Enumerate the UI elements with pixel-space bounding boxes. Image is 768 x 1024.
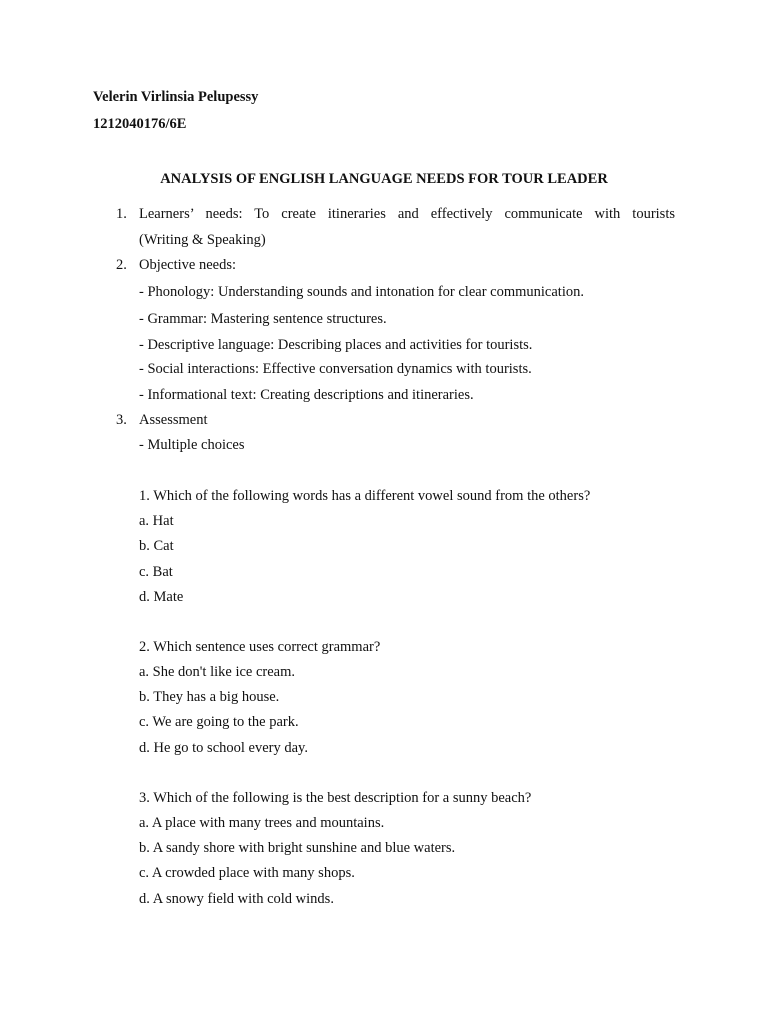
student-id: 1212040176/6E	[93, 116, 187, 132]
section-number-1: 1.	[116, 206, 127, 222]
section-number-3: 3.	[116, 412, 127, 428]
question-2-option-b: b. They has a big house.	[139, 689, 280, 705]
objective-item: - Grammar: Mastering sentence structures.	[139, 311, 387, 327]
question-3-option-c: c. A crowded place with many shops.	[139, 865, 355, 881]
learners-needs-line-2: (Writing & Speaking)	[139, 232, 266, 248]
question-2-option-d: d. He go to school every day.	[139, 740, 308, 756]
question-1-option-b: b. Cat	[139, 538, 174, 554]
objective-item: - Social interactions: Effective conversation dynamics with tourists.	[139, 361, 532, 377]
question-3-option-b: b. A sandy shore with bright sunshine and blue waters.	[139, 840, 456, 856]
objective-item: - Informational text: Creating descriptions and itineraries.	[139, 387, 474, 403]
question-3-option-d: d. A snowy field with cold winds.	[139, 891, 334, 907]
objective-item: - Descriptive language: Describing places and activities for tourists.	[139, 337, 533, 353]
question-1-option-d: d. Mate	[139, 589, 184, 605]
assessment-subheading: - Multiple choices	[139, 437, 245, 453]
assessment-heading: Assessment	[139, 412, 208, 428]
document-title: ANALYSIS OF ENGLISH LANGUAGE NEEDS FOR TOUR LEADER	[160, 171, 608, 187]
question-3-option-a: a. A place with many trees and mountains.	[139, 815, 385, 831]
question-2-option-a: a. She don't like ice cream.	[139, 664, 296, 680]
author-name: Velerin Virlinsia Pelupessy	[93, 89, 259, 105]
question-1-option-a: a. Hat	[139, 513, 174, 529]
learners-needs-line-1: Learners’ needs: To create itineraries and effectively communicate with tourists	[139, 206, 675, 222]
question-2: 2. Which sentence uses correct grammar?	[139, 639, 381, 655]
objective-item: - Phonology: Understanding sounds and intonation for clear communication.	[139, 284, 584, 300]
question-1: 1. Which of the following words has a different vowel sound from the others?	[139, 488, 591, 504]
question-3: 3. Which of the following is the best description for a sunny beach?	[139, 790, 532, 806]
question-2-option-c: c. We are going to the park.	[139, 714, 299, 730]
question-1-option-c: c. Bat	[139, 564, 173, 580]
objective-needs-heading: Objective needs:	[139, 257, 237, 273]
section-number-2: 2.	[116, 257, 127, 273]
